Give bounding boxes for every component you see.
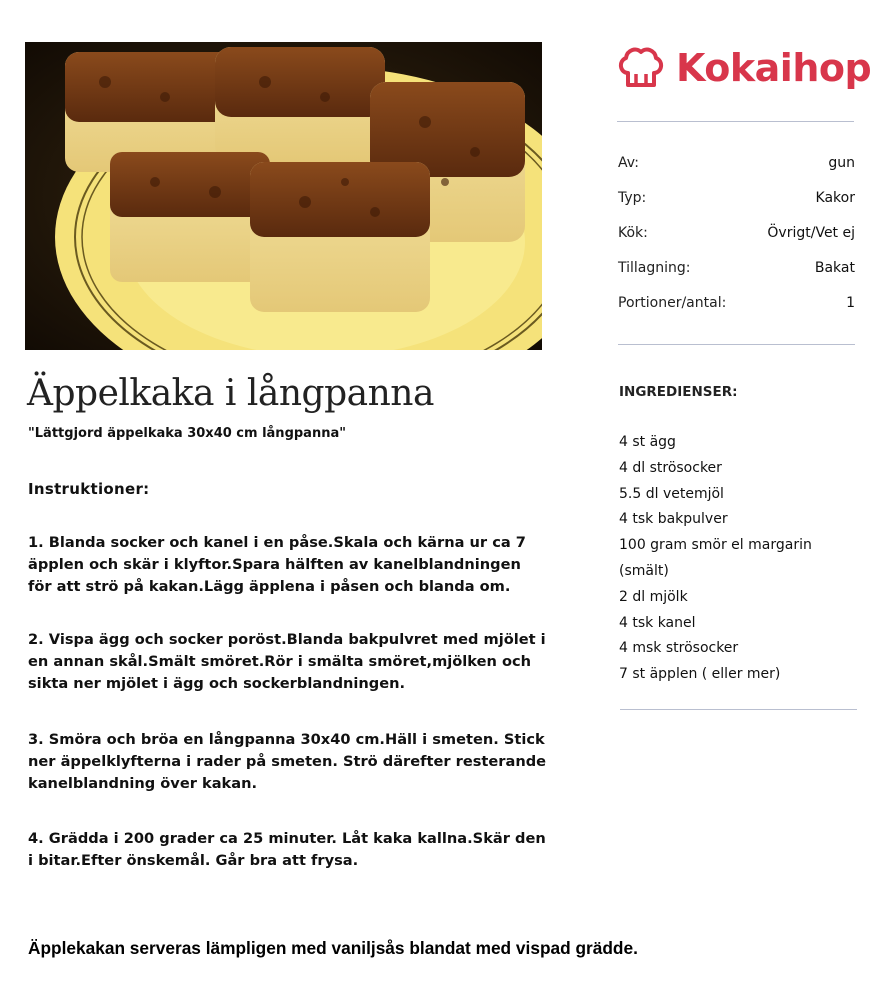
meta-row-cooking: [618, 251, 855, 286]
ingredient-item: 7 st äpplen ( eller mer): [619, 666, 781, 683]
meta-row-cuisine: [618, 216, 855, 251]
step-text: Grädda i 200 grader ca 25 minuter. Låt kaka kallna.Skär den i bitar.Efter önskemål. Går bra att frysa.: [28, 830, 546, 869]
cake-photo-illustration: [25, 42, 542, 350]
instruction-step: [28, 532, 548, 598]
ingredients-title: INGREDIENSER:: [619, 384, 738, 400]
meta-row-author: [618, 146, 855, 181]
recipe-subtitle: "Lättgjord äppelkaka 30x40 cm långpanna": [28, 426, 347, 441]
meta-label: Kök:: [618, 225, 648, 241]
step-number: 4.: [28, 830, 44, 847]
meta-value: gun: [828, 155, 855, 171]
meta-row-servings: [618, 286, 855, 321]
step-number: 1.: [28, 534, 44, 551]
recipe-photo: [25, 42, 542, 350]
step-number: 2.: [28, 631, 44, 648]
brand-logo: [616, 40, 871, 96]
ingredient-item: 4 dl strösocker: [619, 459, 722, 476]
meta-label: Portioner/antal:: [618, 295, 727, 311]
meta-label: Typ:: [618, 190, 647, 206]
instruction-step: [28, 828, 548, 872]
recipe-meta: [618, 146, 855, 321]
instruction-step: [28, 629, 548, 695]
ingredient-item: 2 dl mjölk: [619, 588, 688, 605]
step-text: Blanda socker och kanel i en påse.Skala och kärna ur ca 7 äpplen och skär i klyftor.Spara hälften av kanelblandningen för att strö på kakan.Lägg äpplena i påsen och blanda om.: [28, 534, 526, 595]
ingredient-item: 4 tsk kanel: [619, 614, 696, 631]
instruction-step: [28, 729, 548, 795]
step-text: Smöra och bröa en långpanna 30x40 cm.Häll i smeten. Stick ner äppelklyfterna i rader på smeten. Strö därefter resterande kanelblandning över kakan.: [28, 731, 547, 792]
step-number: 3.: [28, 731, 44, 748]
instructions-heading: Instruktioner:: [28, 480, 150, 498]
ingredient-item: (smält): [619, 562, 669, 579]
divider: [617, 121, 854, 122]
meta-value: Bakat: [814, 260, 855, 276]
chef-hat-icon: [616, 43, 666, 93]
meta-row-type: [618, 181, 855, 216]
step-text: Vispa ägg och socker poröst.Blanda bakpulvret med mjölet i en annan skål.Smält smöret.Rör i smälta smöret,mjölken och sikta ner mjölet i ägg och sockerblandningen.: [28, 631, 546, 692]
meta-label: Av:: [618, 155, 639, 171]
divider: [620, 709, 857, 710]
meta-label: Tillagning:: [618, 260, 691, 276]
ingredient-item: 4 st ägg: [619, 434, 676, 450]
meta-value: 1: [846, 295, 855, 311]
ingredient-item: 5.5 dl vetemjöl: [619, 485, 724, 502]
ingredients-list: [619, 430, 869, 688]
ingredient-item: 100 gram smör el margarin: [619, 537, 812, 554]
ingredient-item: 4 msk strösocker: [619, 640, 739, 657]
ingredient-item: 4 tsk bakpulver: [619, 511, 728, 528]
meta-value: Övrigt/Vet ej: [767, 225, 855, 241]
divider: [618, 344, 855, 345]
brand-name: Kokaihop: [676, 46, 872, 90]
meta-value: Kakor: [815, 190, 855, 206]
recipe-title: Äppelkaka i långpanna: [27, 373, 434, 414]
serving-note: Äpplekakan serveras lämpligen med vaniljsås blandat med vispad grädde.: [28, 938, 638, 958]
